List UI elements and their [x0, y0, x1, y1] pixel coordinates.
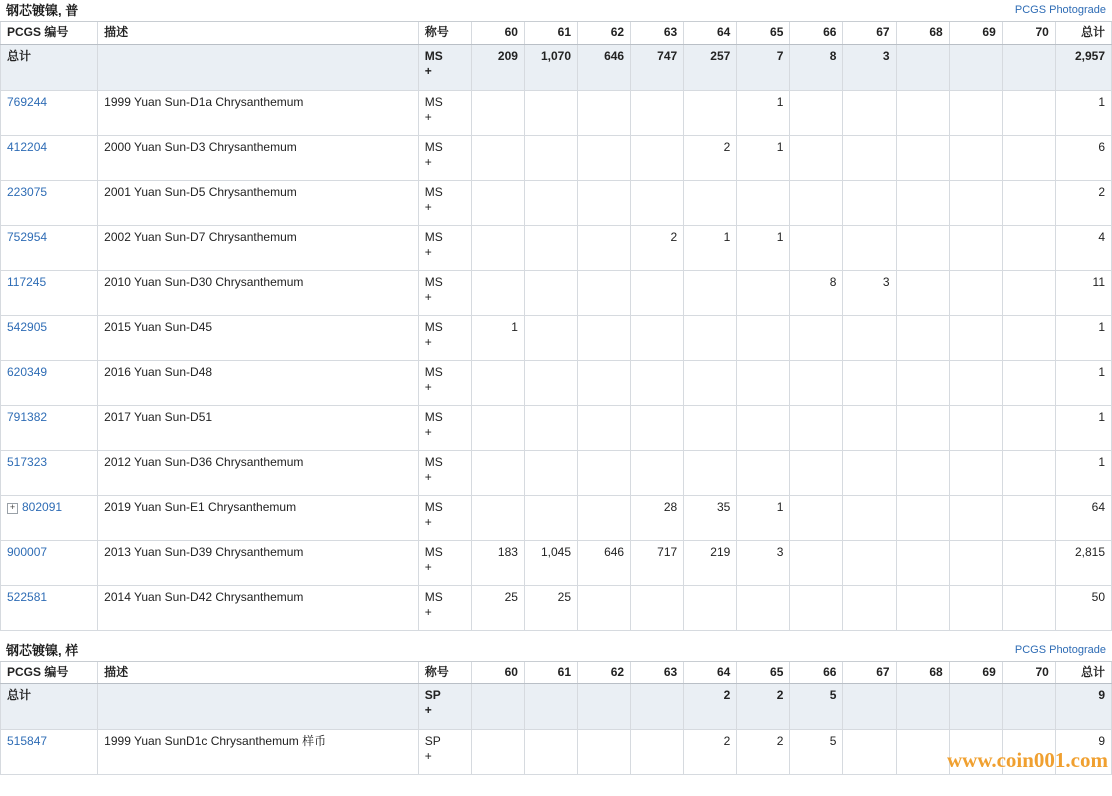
row-grade-60: [471, 180, 524, 225]
row-grade-68: [896, 495, 949, 540]
row-grade-67: [843, 540, 896, 585]
row-designation: MS +: [418, 315, 471, 360]
row-grade-60: 25: [471, 585, 524, 630]
row-grade-60: [471, 450, 524, 495]
total-grade-61: [524, 684, 577, 730]
row-description: 2015 Yuan Sun-D45: [98, 315, 419, 360]
total-grade-70: [1002, 684, 1055, 730]
row-grade-60: 183: [471, 540, 524, 585]
pcgs-number-link[interactable]: 412204: [7, 139, 48, 154]
row-grade-65: [737, 585, 790, 630]
row-total: 1: [1055, 90, 1111, 135]
row-grade-63: 28: [631, 495, 684, 540]
total-grade-62: 646: [578, 44, 631, 90]
total-grade-60: [471, 684, 524, 730]
total-grade-66: 8: [790, 44, 843, 90]
row-grade-70: [1002, 315, 1055, 360]
col-grade-69[interactable]: 69: [949, 662, 1002, 684]
row-grade-62: [578, 90, 631, 135]
row-pcgs-number[interactable]: [1, 540, 98, 585]
row-total: 1: [1055, 360, 1111, 405]
total-grade-60: 209: [471, 44, 524, 90]
col-grade-62[interactable]: 62: [578, 662, 631, 684]
total-grade-67: 3: [843, 44, 896, 90]
row-grade-65: [737, 405, 790, 450]
row-pcgs-number[interactable]: [1, 135, 98, 180]
row-grade-60: [471, 225, 524, 270]
total-grade-69: [949, 684, 1002, 730]
expand-icon[interactable]: +: [7, 503, 18, 514]
row-designation: MS +: [418, 585, 471, 630]
col-grade-66[interactable]: 66: [790, 22, 843, 44]
row-grade-65: 3: [737, 540, 790, 585]
table-row[interactable]: [1, 540, 1112, 585]
row-grade-63: [631, 180, 684, 225]
row-grade-68: [896, 450, 949, 495]
col-description[interactable]: 描述: [98, 22, 419, 44]
pcgs-number-link[interactable]: 620349: [7, 364, 48, 379]
row-grade-64: [684, 180, 737, 225]
col-grade-65[interactable]: 65: [737, 662, 790, 684]
row-description: 1999 Yuan Sun-D1a Chrysanthemum: [98, 90, 419, 135]
col-grade-67[interactable]: 67: [843, 662, 896, 684]
row-grade-61: 25: [524, 585, 577, 630]
row-grade-63: [631, 90, 684, 135]
row-grade-62: [578, 180, 631, 225]
row-grade-64: 219: [684, 540, 737, 585]
row-grade-67: [843, 585, 896, 630]
row-grade-62: [578, 225, 631, 270]
row-designation: MS +: [418, 135, 471, 180]
table-row[interactable]: [1, 405, 1112, 450]
row-grade-62: [578, 585, 631, 630]
row-grade-65: 1: [737, 225, 790, 270]
total-grade-67: [843, 684, 896, 730]
row-designation: MS +: [418, 90, 471, 135]
table-row[interactable]: [1, 495, 1112, 540]
row-grade-63: [631, 585, 684, 630]
row-pcgs-number[interactable]: [1, 225, 98, 270]
col-grade-67[interactable]: 67: [843, 22, 896, 44]
table-row[interactable]: [1, 270, 1112, 315]
row-total: 1: [1055, 315, 1111, 360]
total-grade-62: [578, 684, 631, 730]
row-grade-67: [843, 730, 896, 775]
row-grade-68: [896, 225, 949, 270]
row-grade-61: [524, 405, 577, 450]
row-pcgs-number[interactable]: [1, 90, 98, 135]
row-grade-63: [631, 270, 684, 315]
row-grade-66: [790, 225, 843, 270]
pcgs-number-link[interactable]: 522581: [7, 589, 48, 604]
row-grade-70: [1002, 360, 1055, 405]
col-grade-63[interactable]: 63: [631, 22, 684, 44]
col-grade-65[interactable]: 65: [737, 22, 790, 44]
row-total: 4: [1055, 225, 1111, 270]
col-grade-61[interactable]: 61: [524, 22, 577, 44]
row-grade-67: [843, 315, 896, 360]
total-grade-63: [631, 684, 684, 730]
row-total: 64: [1055, 495, 1111, 540]
row-grade-68: [896, 405, 949, 450]
total-grade-64: 257: [684, 44, 737, 90]
row-grade-68: [896, 585, 949, 630]
total-grade-65: 2: [737, 684, 790, 730]
col-grade-64[interactable]: 64: [684, 22, 737, 44]
row-grade-69: [949, 405, 1002, 450]
row-grade-61: [524, 135, 577, 180]
table-row[interactable]: [1, 225, 1112, 270]
row-pcgs-number[interactable]: [1, 270, 98, 315]
row-grade-61: [524, 180, 577, 225]
total-sum: 9: [1055, 684, 1111, 730]
col-grade-66[interactable]: 66: [790, 662, 843, 684]
row-grade-69: [949, 450, 1002, 495]
row-grade-60: [471, 270, 524, 315]
row-grade-62: [578, 405, 631, 450]
total-grade-68: [896, 44, 949, 90]
col-grade-63[interactable]: 63: [631, 662, 684, 684]
section-title: 钢芯镀镍, 样: [6, 642, 79, 658]
col-designation[interactable]: 称号: [418, 662, 471, 684]
row-description: 2016 Yuan Sun-D48: [98, 360, 419, 405]
row-grade-70: [1002, 450, 1055, 495]
col-grade-69[interactable]: 69: [949, 22, 1002, 44]
row-description: 1999 Yuan SunD1c Chrysanthemum 样币: [98, 730, 419, 775]
row-grade-61: 1,045: [524, 540, 577, 585]
row-grade-69: [949, 180, 1002, 225]
col-pcgs-number[interactable]: PCGS 编号: [1, 22, 98, 44]
row-grade-66: [790, 135, 843, 180]
watermark: www.coin001.com: [947, 748, 1108, 772]
row-grade-63: [631, 730, 684, 775]
total-designation: MS +: [418, 44, 471, 90]
total-grade-64: 2: [684, 684, 737, 730]
total-grade-61: 1,070: [524, 44, 577, 90]
row-grade-62: 646: [578, 540, 631, 585]
col-grade-60[interactable]: 60: [471, 662, 524, 684]
row-grade-62: [578, 360, 631, 405]
row-grade-61: [524, 360, 577, 405]
table-total-row: [1, 684, 1112, 730]
total-designation: SP +: [418, 684, 471, 730]
row-grade-65: 2: [737, 730, 790, 775]
row-designation: MS +: [418, 540, 471, 585]
col-grade-61[interactable]: 61: [524, 662, 577, 684]
row-grade-60: [471, 405, 524, 450]
row-grade-63: [631, 135, 684, 180]
table-row[interactable]: [1, 450, 1112, 495]
row-grade-64: 35: [684, 495, 737, 540]
row-pcgs-number[interactable]: [1, 585, 98, 630]
row-description: 2017 Yuan Sun-D51: [98, 405, 419, 450]
row-grade-63: [631, 450, 684, 495]
row-grade-68: [896, 180, 949, 225]
row-grade-60: 1: [471, 315, 524, 360]
row-designation: MS +: [418, 180, 471, 225]
col-designation[interactable]: 称号: [418, 22, 471, 44]
row-designation: MS +: [418, 225, 471, 270]
table-row[interactable]: [1, 585, 1112, 630]
total-label: 总计: [1, 684, 98, 730]
row-total: 50: [1055, 585, 1111, 630]
row-grade-66: [790, 315, 843, 360]
row-grade-69: [949, 270, 1002, 315]
total-grade-70: [1002, 44, 1055, 90]
row-grade-69: [949, 540, 1002, 585]
row-grade-68: [896, 315, 949, 360]
row-designation: MS +: [418, 360, 471, 405]
row-grade-66: 5: [790, 730, 843, 775]
row-description: 2014 Yuan Sun-D42 Chrysanthemum: [98, 585, 419, 630]
total-desc: [98, 684, 419, 730]
row-grade-70: [1002, 90, 1055, 135]
col-grade-60[interactable]: 60: [471, 22, 524, 44]
row-grade-64: [684, 270, 737, 315]
row-pcgs-number[interactable]: [1, 405, 98, 450]
pcgs-number-link[interactable]: 769244: [7, 94, 48, 109]
grade-table: [0, 662, 1112, 776]
row-total: 2,815: [1055, 540, 1111, 585]
row-grade-65: [737, 450, 790, 495]
row-grade-64: [684, 315, 737, 360]
total-sum: 2,957: [1055, 44, 1111, 90]
pcgs-number-link[interactable]: 515847: [7, 734, 48, 748]
row-grade-60: [471, 495, 524, 540]
row-grade-61: [524, 90, 577, 135]
col-grade-68[interactable]: 68: [896, 662, 949, 684]
row-grade-63: [631, 360, 684, 405]
row-grade-68: [896, 540, 949, 585]
row-pcgs-number[interactable]: [1, 495, 98, 540]
row-grade-67: [843, 180, 896, 225]
grade-table: [0, 22, 1112, 631]
row-grade-64: [684, 360, 737, 405]
total-desc: [98, 44, 419, 90]
row-designation: MS +: [418, 495, 471, 540]
row-grade-69: [949, 495, 1002, 540]
row-grade-68: [896, 90, 949, 135]
table-row[interactable]: [1, 90, 1112, 135]
row-grade-67: [843, 225, 896, 270]
row-grade-66: [790, 180, 843, 225]
pcgs-number-link[interactable]: 223075: [7, 184, 48, 199]
row-description: 2001 Yuan Sun-D5 Chrysanthemum: [98, 180, 419, 225]
row-total: 6: [1055, 135, 1111, 180]
col-grade-68[interactable]: 68: [896, 22, 949, 44]
row-grade-69: [949, 135, 1002, 180]
col-grade-64[interactable]: 64: [684, 662, 737, 684]
row-grade-60: [471, 90, 524, 135]
row-total: 1: [1055, 405, 1111, 450]
row-grade-64: [684, 450, 737, 495]
row-grade-63: 2: [631, 225, 684, 270]
row-grade-61: [524, 270, 577, 315]
row-grade-62: [578, 730, 631, 775]
row-designation: SP +: [418, 730, 471, 775]
row-grade-70: [1002, 405, 1055, 450]
table-header-row: [1, 662, 1112, 684]
section-title: 钢芯镀镍, 普: [6, 3, 79, 18]
row-grade-66: [790, 495, 843, 540]
row-grade-69: [949, 360, 1002, 405]
row-pcgs-number[interactable]: [1, 730, 98, 775]
row-grade-62: [578, 135, 631, 180]
row-pcgs-number[interactable]: [1, 315, 98, 360]
row-designation: MS +: [418, 405, 471, 450]
col-grade-70[interactable]: 70: [1002, 662, 1055, 684]
row-grade-66: [790, 450, 843, 495]
row-grade-64: [684, 585, 737, 630]
col-pcgs-number[interactable]: PCGS 编号: [1, 662, 98, 684]
row-grade-66: [790, 360, 843, 405]
row-grade-68: [896, 360, 949, 405]
row-grade-61: [524, 225, 577, 270]
row-grade-70: [1002, 540, 1055, 585]
row-description: 2010 Yuan Sun-D30 Chrysanthemum: [98, 270, 419, 315]
row-grade-65: 1: [737, 495, 790, 540]
row-grade-63: [631, 315, 684, 360]
row-description: 2019 Yuan Sun-E1 Chrysanthemum: [98, 495, 419, 540]
row-grade-64: 1: [684, 225, 737, 270]
total-grade-65: 7: [737, 44, 790, 90]
total-grade-68: [896, 684, 949, 730]
table-row[interactable]: [1, 730, 1112, 775]
row-grade-65: [737, 360, 790, 405]
row-pcgs-number[interactable]: [1, 450, 98, 495]
pcgs-number-link[interactable]: 802091: [22, 499, 63, 514]
row-grade-67: [843, 450, 896, 495]
row-designation: MS +: [418, 270, 471, 315]
row-grade-60: [471, 360, 524, 405]
row-grade-63: 717: [631, 540, 684, 585]
row-total: 11: [1055, 270, 1111, 315]
total-label: 总计: [1, 44, 98, 90]
row-grade-70: [1002, 495, 1055, 540]
table-row[interactable]: [1, 315, 1112, 360]
col-total[interactable]: 总计: [1055, 22, 1111, 44]
row-grade-69: [949, 225, 1002, 270]
row-total: 2: [1055, 180, 1111, 225]
total-grade-66: 5: [790, 684, 843, 730]
row-grade-61: [524, 450, 577, 495]
table-header-row: [1, 22, 1112, 44]
row-grade-67: [843, 90, 896, 135]
row-grade-68: [896, 135, 949, 180]
row-grade-66: 8: [790, 270, 843, 315]
row-description: 2002 Yuan Sun-D7 Chrysanthemum: [98, 225, 419, 270]
row-grade-70: [1002, 270, 1055, 315]
row-grade-70: [1002, 730, 1055, 775]
row-grade-65: [737, 270, 790, 315]
row-grade-64: 2: [684, 730, 737, 775]
row-description: 2012 Yuan Sun-D36 Chrysanthemum: [98, 450, 419, 495]
row-grade-70: [1002, 180, 1055, 225]
photograde-link[interactable]: PCGS Photograde: [1014, 643, 1106, 656]
row-grade-61: [524, 730, 577, 775]
row-designation: MS +: [418, 450, 471, 495]
row-grade-62: [578, 270, 631, 315]
row-grade-65: 1: [737, 135, 790, 180]
section-header: [0, 0, 1112, 22]
row-grade-65: 1: [737, 90, 790, 135]
row-total: 1: [1055, 450, 1111, 495]
row-grade-68: [896, 730, 949, 775]
pcgs-number-link[interactable]: 791382: [7, 409, 48, 424]
row-grade-60: [471, 135, 524, 180]
table-row[interactable]: [1, 180, 1112, 225]
row-grade-66: [790, 585, 843, 630]
table-row[interactable]: [1, 135, 1112, 180]
col-grade-62[interactable]: 62: [578, 22, 631, 44]
row-grade-66: [790, 405, 843, 450]
table-row[interactable]: [1, 360, 1112, 405]
row-grade-69: [949, 730, 1002, 775]
row-grade-67: [843, 360, 896, 405]
section-header: [0, 640, 1112, 662]
row-grade-68: [896, 270, 949, 315]
row-grade-64: 2: [684, 135, 737, 180]
col-total[interactable]: 总计: [1055, 662, 1111, 684]
total-grade-69: [949, 44, 1002, 90]
row-grade-64: [684, 405, 737, 450]
col-grade-70[interactable]: 70: [1002, 22, 1055, 44]
row-grade-60: [471, 730, 524, 775]
row-grade-65: [737, 315, 790, 360]
row-grade-67: [843, 495, 896, 540]
row-total: 9: [1055, 730, 1111, 775]
pcgs-number-link[interactable]: 117245: [7, 274, 47, 289]
row-pcgs-number[interactable]: [1, 180, 98, 225]
pcgs-number-link[interactable]: 517323: [7, 454, 48, 469]
row-grade-63: [631, 405, 684, 450]
row-grade-66: [790, 540, 843, 585]
row-grade-69: [949, 585, 1002, 630]
photograde-link[interactable]: PCGS Photograde: [1014, 4, 1106, 16]
row-grade-70: [1002, 585, 1055, 630]
section-specimen-strike: [0, 640, 1112, 776]
row-grade-70: [1002, 225, 1055, 270]
row-grade-62: [578, 495, 631, 540]
total-grade-63: 747: [631, 44, 684, 90]
row-description: 2000 Yuan Sun-D3 Chrysanthemum: [98, 135, 419, 180]
row-grade-62: [578, 450, 631, 495]
row-grade-65: [737, 180, 790, 225]
table-total-row: [1, 44, 1112, 90]
row-grade-69: [949, 90, 1002, 135]
row-grade-62: [578, 315, 631, 360]
row-grade-66: [790, 90, 843, 135]
row-grade-69: [949, 315, 1002, 360]
row-description: 2013 Yuan Sun-D39 Chrysanthemum: [98, 540, 419, 585]
row-grade-61: [524, 495, 577, 540]
row-grade-61: [524, 315, 577, 360]
row-grade-64: [684, 90, 737, 135]
row-grade-67: 3: [843, 270, 896, 315]
pcgs-number-link[interactable]: 542905: [7, 319, 48, 334]
row-pcgs-number[interactable]: [1, 360, 98, 405]
row-grade-67: [843, 405, 896, 450]
pcgs-number-link[interactable]: 752954: [7, 229, 48, 244]
col-description[interactable]: 描述: [98, 662, 419, 684]
row-grade-70: [1002, 135, 1055, 180]
pcgs-number-link[interactable]: 900007: [7, 544, 48, 559]
row-grade-67: [843, 135, 896, 180]
